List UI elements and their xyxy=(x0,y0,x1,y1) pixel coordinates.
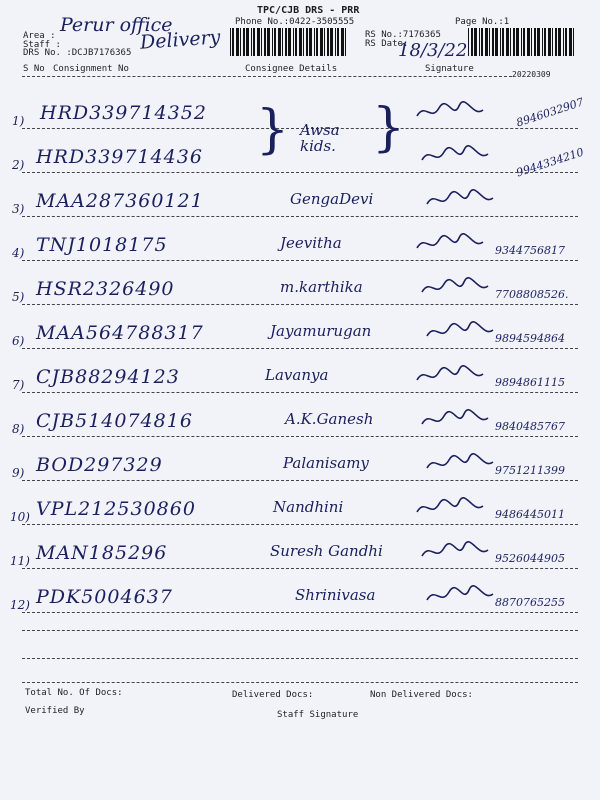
staff-label: Staff : xyxy=(23,40,61,50)
consignment-number: HSR2326490 xyxy=(36,278,175,300)
row-serial: 1) xyxy=(12,114,25,128)
consignee-name: Nandhini xyxy=(273,498,344,516)
col-signature: Signature xyxy=(425,64,474,74)
row-divider xyxy=(22,524,578,525)
consignee-name: m.karthika xyxy=(280,278,363,296)
signature-scribble xyxy=(425,318,495,349)
phone-number: 9944334210 xyxy=(514,145,586,180)
brace-left: } xyxy=(256,100,290,160)
blank-row-divider xyxy=(22,630,578,631)
barcode-right xyxy=(468,28,578,56)
row-divider xyxy=(22,216,578,217)
non-delivered-docs-label: Non Delivered Docs: xyxy=(370,690,473,700)
row-divider xyxy=(22,436,578,437)
row-serial: 8) xyxy=(12,422,25,436)
phone-number: 9894861115 xyxy=(495,376,565,389)
consignee-name: Suresh Gandhi xyxy=(270,542,383,560)
signature-scribble xyxy=(415,362,485,393)
signature-scribble xyxy=(425,186,495,217)
consignee-name: Jeevitha xyxy=(280,234,342,252)
header-title: TPC/CJB DRS - PRR xyxy=(257,5,360,16)
brace-right: } xyxy=(372,98,406,158)
row-serial: 3) xyxy=(12,202,25,216)
phone-number: 7708808526. xyxy=(495,288,569,301)
phone-number: 9894594864 xyxy=(495,332,565,345)
row-serial: 11) xyxy=(10,554,30,568)
consignment-number: VPL212530860 xyxy=(36,498,196,520)
header-phone: Phone No.:0422-3505555 xyxy=(235,17,355,27)
row-serial: 2) xyxy=(12,158,25,172)
rs-date-label: RS Date: xyxy=(365,39,409,49)
row-serial: 4) xyxy=(12,246,25,260)
consignment-number: MAN185296 xyxy=(36,542,168,564)
phone-number: 9840485767 xyxy=(495,420,565,433)
consignee-name: Lavanya xyxy=(265,366,329,384)
row-divider xyxy=(22,304,578,305)
phone-number: 9526044905 xyxy=(495,552,565,565)
row-serial: 5) xyxy=(12,290,25,304)
row-divider xyxy=(22,568,578,569)
signature-scribble xyxy=(415,98,485,129)
row-serial: 9) xyxy=(12,466,25,480)
consignment-number: MAA564788317 xyxy=(36,322,204,344)
area-label: Area : xyxy=(23,31,56,41)
verified-by-label: Verified By xyxy=(25,706,85,716)
signature-scribble xyxy=(425,582,495,613)
consignment-number: BOD297329 xyxy=(36,454,163,476)
consignee-name: Palanisamy xyxy=(283,454,369,472)
barcode-left xyxy=(230,28,350,56)
row-divider xyxy=(22,172,578,173)
consignment-number: TNJ1018175 xyxy=(36,234,168,256)
footer-divider-top xyxy=(22,682,578,683)
row-divider xyxy=(22,392,578,393)
row-serial: 7) xyxy=(12,378,25,392)
total-docs-label: Total No. Of Docs: xyxy=(25,688,123,698)
staff-signature-label: Staff Signature xyxy=(277,710,359,720)
consignment-number: MAA287360121 xyxy=(36,190,204,212)
consignment-number: CJB514074816 xyxy=(36,410,193,432)
delivered-docs-label: Delivered Docs: xyxy=(232,690,314,700)
blank-row-divider xyxy=(22,658,578,659)
phone-number: 8870765255 xyxy=(495,596,565,609)
consignment-number: PDK5004637 xyxy=(36,586,173,608)
row-divider xyxy=(22,260,578,261)
row-divider xyxy=(22,480,578,481)
row-divider xyxy=(22,612,578,613)
consignment-number: CJB88294123 xyxy=(36,366,180,388)
phone-number: 9486445011 xyxy=(495,508,565,521)
phone-number: 8946032907 xyxy=(514,95,586,130)
row-serial: 12) xyxy=(10,598,30,612)
consignee-name: Awsa kids. xyxy=(300,121,340,155)
signature-scribble xyxy=(420,274,490,305)
phone-number: 9751211399 xyxy=(495,464,565,477)
col-consignment: Consignment No xyxy=(53,64,129,74)
col-consignee: Consignee Details xyxy=(245,64,338,74)
consignment-number: HRD339714436 xyxy=(36,146,203,168)
consignee-name: Jayamurugan xyxy=(270,322,372,340)
signature-scribble xyxy=(415,230,485,261)
consignee-name: Shrinivasa xyxy=(295,586,376,604)
rs-date-value: 18/3/22 xyxy=(398,40,468,61)
ref-number: 20220309 xyxy=(512,70,551,79)
row-serial: 6) xyxy=(12,334,25,348)
phone-number: 9344756817 xyxy=(495,244,565,257)
drs-number: DRS No. :DCJB7176365 xyxy=(23,48,132,58)
page-number: Page No.:1 xyxy=(455,17,510,27)
row-serial: 10) xyxy=(10,510,30,524)
signature-scribble xyxy=(420,538,490,569)
rs-number: RS No.:7176365 xyxy=(365,30,441,40)
signature-scribble xyxy=(415,494,485,525)
header-divider xyxy=(22,76,512,77)
consignment-number: HRD339714352 xyxy=(40,102,207,124)
row-divider xyxy=(22,348,578,349)
signature-scribble xyxy=(420,142,490,173)
col-sno: S No xyxy=(23,64,45,74)
area-value: Perur office xyxy=(60,14,173,36)
consignee-name: GengaDevi xyxy=(290,190,374,208)
consignee-name: A.K.Ganesh xyxy=(285,410,374,428)
staff-value: Delivery xyxy=(139,26,222,54)
signature-scribble xyxy=(420,406,490,437)
signature-scribble xyxy=(425,450,495,481)
